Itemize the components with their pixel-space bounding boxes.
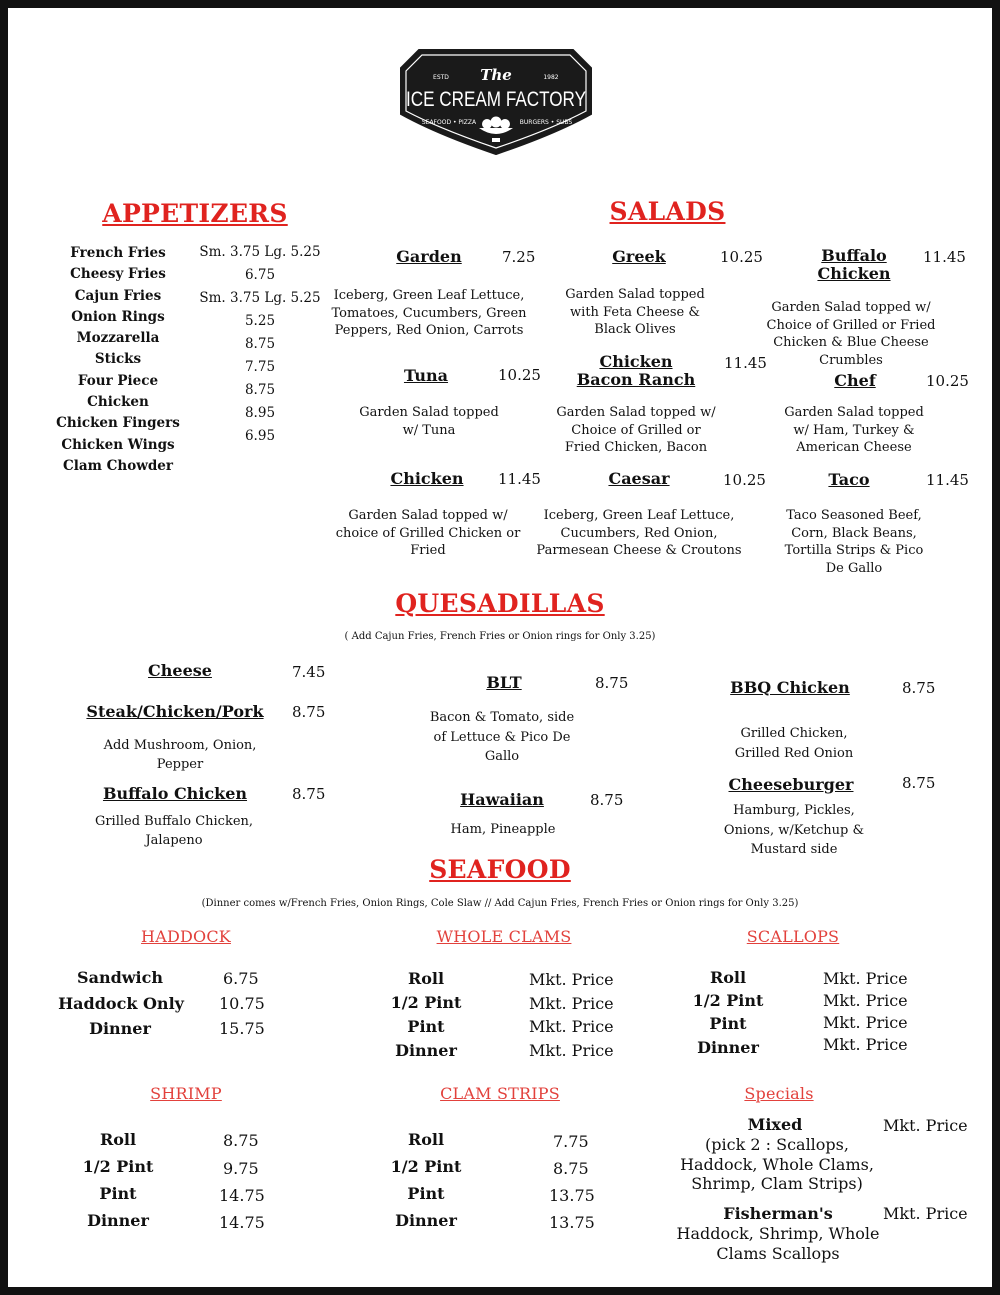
appetizer-price: Sm. 3.75 Lg. 5.25 — [199, 244, 321, 260]
quesadilla-price: 8.75 — [595, 674, 629, 692]
logo-estd-label: ESTD — [433, 74, 449, 81]
appetizers-heading: APPETIZERS — [102, 199, 288, 228]
appetizer-name: Chicken — [87, 394, 149, 411]
salad-desc: Garden Salad topped w/ Choice of Grilled or Fried Chicken, Bacon — [556, 405, 716, 455]
special-price: Mkt. Price — [883, 1116, 968, 1135]
appetizer-price: Sm. 3.75 Lg. 5.25 — [199, 290, 321, 306]
salad-price: 11.45 — [498, 470, 541, 488]
seafood-item-name: 1/2 Pint — [390, 993, 462, 1012]
quesadilla-name: Steak/Chicken/Pork — [86, 702, 264, 721]
seafood-item-name: 1/2 Pint — [390, 1157, 462, 1176]
salad-desc: Garden Salad topped with Feta Cheese & Black Olives — [565, 287, 705, 337]
quesadilla-price: 8.75 — [902, 679, 936, 697]
quesadilla-price: 8.75 — [902, 774, 936, 792]
quesadilla-name: Cheese — [148, 661, 212, 680]
salad-name: Garden — [396, 247, 462, 266]
quesadilla-desc: Bacon & Tomato, side of Lettuce & Pico De Gallo — [429, 710, 575, 764]
seafood-item-name: Dinner — [87, 1211, 149, 1230]
seafood-item-name: Dinner — [395, 1041, 457, 1060]
seafood-item-price: 7.75 — [553, 1132, 589, 1151]
quesadilla-price: 7.45 — [292, 663, 326, 681]
salad-price: 11.45 — [926, 471, 969, 489]
appetizer-name: Clam Chowder — [63, 457, 173, 474]
special-price: Mkt. Price — [883, 1204, 968, 1223]
salad-name: Caesar — [608, 469, 670, 488]
salad-desc: Taco Seasoned Beef, Corn, Black Beans, Tortilla Strips & Pico De Gallo — [784, 508, 924, 576]
appetizer-price: 6.95 — [244, 428, 276, 444]
logo-title-main: ICE CREAM FACTORY — [406, 88, 586, 111]
seafood-item-name: Roll — [407, 969, 445, 988]
seafood-item-name: Haddock Only — [58, 994, 184, 1013]
seafood-group-title-scallops: SCALLOPS — [746, 927, 840, 946]
special-name: Fisherman's — [723, 1204, 833, 1223]
seafood-item-price: 14.75 — [219, 1213, 265, 1232]
special-name: Mixed — [747, 1115, 803, 1134]
quesadilla-name: BLT — [486, 673, 522, 692]
salad-price: 11.45 — [724, 354, 767, 372]
seafood-item-price: 8.75 — [553, 1159, 589, 1178]
seafood-item-price: Mkt. Price — [823, 991, 908, 1010]
appetizer-name: Cajun Fries — [74, 287, 162, 304]
appetizer-price: 8.75 — [244, 336, 276, 352]
seafood-item-price: 14.75 — [219, 1186, 265, 1205]
seafood-item-name: Pint — [99, 1184, 137, 1203]
quesadilla-name: BBQ Chicken — [730, 678, 850, 697]
appetizer-name: Chicken Fingers — [56, 415, 180, 432]
seafood-item-name: Pint — [709, 1014, 747, 1033]
seafood-item-name: Sandwich — [77, 968, 163, 987]
salad-desc: Garden Salad topped w/ Ham, Turkey & American Cheese — [784, 405, 924, 455]
seafood-item-name: Roll — [407, 1130, 445, 1149]
seafood-item-price: Mkt. Price — [529, 1017, 614, 1036]
special-desc: Haddock, Shrimp, Whole Clams Scallops — [676, 1224, 880, 1263]
salad-price: 10.25 — [498, 366, 541, 384]
seafood-item-price: 13.75 — [549, 1213, 595, 1232]
salad-name: Chef — [834, 371, 876, 390]
special-desc: (pick 2 : Scallops, Haddock, Whole Clams, Shrimp, Clam Strips) — [680, 1135, 874, 1193]
seafood-item-name: Dinner — [395, 1211, 457, 1230]
quesadilla-desc: Hamburg, Pickles, Onions, w/Ketchup & Mustard side — [723, 803, 865, 857]
seafood-item-price: 9.75 — [223, 1159, 259, 1178]
quesadilla-name: Cheeseburger — [728, 775, 854, 794]
seafood-item-price: Mkt. Price — [529, 1041, 614, 1060]
seafood-group-title-whole-clams: WHOLE CLAMS — [436, 927, 572, 946]
salad-name: Chicken Bacon Ranch — [576, 352, 696, 389]
quesadilla-desc: Grilled Chicken, Grilled Red Onion — [734, 726, 854, 761]
salad-price: 10.25 — [720, 248, 763, 266]
seafood-item-price: Mkt. Price — [823, 969, 908, 988]
seafood-item-price: Mkt. Price — [823, 1035, 908, 1054]
salad-name: Chicken — [390, 469, 464, 488]
seafood-item-price: Mkt. Price — [529, 994, 614, 1013]
quesadilla-name: Hawaiian — [460, 790, 544, 809]
logo-badge — [395, 44, 597, 156]
seafood-item-name: Dinner — [89, 1019, 151, 1038]
seafood-item-name: Dinner — [697, 1038, 759, 1057]
seafood-item-name: Roll — [709, 968, 747, 987]
appetizer-name: Mozzarella — [76, 330, 160, 347]
quesadilla-price: 8.75 — [292, 703, 326, 721]
salad-name: Greek — [612, 247, 666, 266]
seafood-heading: SEAFOOD — [429, 855, 571, 884]
appetizer-name: Cheesy Fries — [70, 266, 166, 283]
seafood-item-name: Pint — [407, 1184, 445, 1203]
seafood-item-name: Pint — [407, 1017, 445, 1036]
seafood-item-price: Mkt. Price — [823, 1013, 908, 1032]
quesadilla-price: 8.75 — [292, 785, 326, 803]
appetizer-name: Four Piece — [77, 372, 159, 389]
seafood-item-price: 13.75 — [549, 1186, 595, 1205]
seafood-item-name: 1/2 Pint — [692, 991, 764, 1010]
quesadilla-name: Buffalo Chicken — [102, 784, 248, 803]
seafood-group-title-clam-strips: CLAM STRIPS — [440, 1084, 560, 1103]
quesadilla-price: 8.75 — [590, 791, 624, 809]
appetizer-name: Onion Rings — [71, 308, 165, 325]
appetizer-prices-list — [195, 244, 325, 451]
seafood-item-name: 1/2 Pint — [82, 1157, 154, 1176]
appetizer-name: French Fries — [70, 245, 166, 261]
quesadilla-desc: Add Mushroom, Onion, Pepper — [103, 738, 257, 772]
logo-right-tag: BURGERS • SUBS — [519, 119, 573, 126]
seafood-item-price: 15.75 — [219, 1019, 265, 1038]
appetizer-price: 8.75 — [244, 382, 276, 398]
salad-price: 7.25 — [502, 248, 536, 266]
appetizer-name: Sticks — [94, 351, 142, 368]
seafood-item-price: 6.75 — [223, 969, 259, 988]
appetizer-names-list — [48, 245, 188, 479]
salad-name: Tuna — [403, 366, 449, 385]
seafood-item-name: Roll — [99, 1130, 137, 1149]
salad-desc: Iceberg, Green Leaf Lettuce, Tomatoes, Cucumbers, Green Peppers, Red Onion, Carrots — [331, 288, 527, 338]
appetizer-price: 6.75 — [244, 267, 276, 283]
quesadillas-heading: QUESADILLAS — [395, 589, 605, 618]
quesadilla-desc: Ham, Pineapple — [450, 822, 556, 837]
appetizer-price: 5.25 — [244, 313, 276, 329]
salad-price: 10.25 — [723, 471, 766, 489]
salad-name: Buffalo Chicken — [817, 246, 891, 283]
seafood-item-price: 8.75 — [223, 1131, 259, 1150]
quesadillas-note: ( Add Cajun Fries, French Fries or Onion rings for Only 3.25) — [344, 631, 656, 642]
salad-desc: Garden Salad topped w/ Choice of Grilled or Fried Chicken & Blue Cheese Crumbles — [766, 300, 936, 368]
quesadilla-desc: Grilled Buffalo Chicken, Jalapeno — [94, 814, 254, 848]
seafood-item-price: Mkt. Price — [529, 970, 614, 989]
seafood-group-title-specials: Specials — [744, 1084, 814, 1103]
seafood-group-title-shrimp: SHRIMP — [150, 1084, 222, 1103]
salad-desc: Garden Salad topped w/ choice of Grilled Chicken or Fried — [335, 508, 521, 558]
salad-price: 10.25 — [926, 372, 969, 390]
restaurant-logo — [395, 44, 597, 156]
appetizer-price: 8.95 — [244, 405, 276, 421]
appetizer-name: Chicken Wings — [61, 436, 175, 453]
salad-desc: Iceberg, Green Leaf Lettuce, Cucumbers, Red Onion, Parmesean Cheese & Croutons — [536, 508, 742, 558]
salad-desc: Garden Salad topped w/ Tuna — [359, 405, 499, 438]
seafood-group-title-haddock: HADDOCK — [141, 927, 231, 946]
salad-name: Taco — [828, 470, 870, 489]
logo-left-tag: SEAFOOD • PIZZA — [421, 119, 477, 126]
appetizer-price: 7.75 — [244, 359, 276, 375]
logo-estd-year: 1982 — [543, 74, 559, 81]
salad-price: 11.45 — [923, 248, 966, 266]
seafood-item-price: 10.75 — [219, 994, 265, 1013]
seafood-note: (Dinner comes w/French Fries, Onion Rings, Cole Slaw // Add Cajun Fries, French Fries or Onion rings for Only 3.25) — [201, 898, 799, 909]
salads-heading: SALADS — [609, 197, 726, 226]
logo-title-top: The — [480, 66, 512, 84]
